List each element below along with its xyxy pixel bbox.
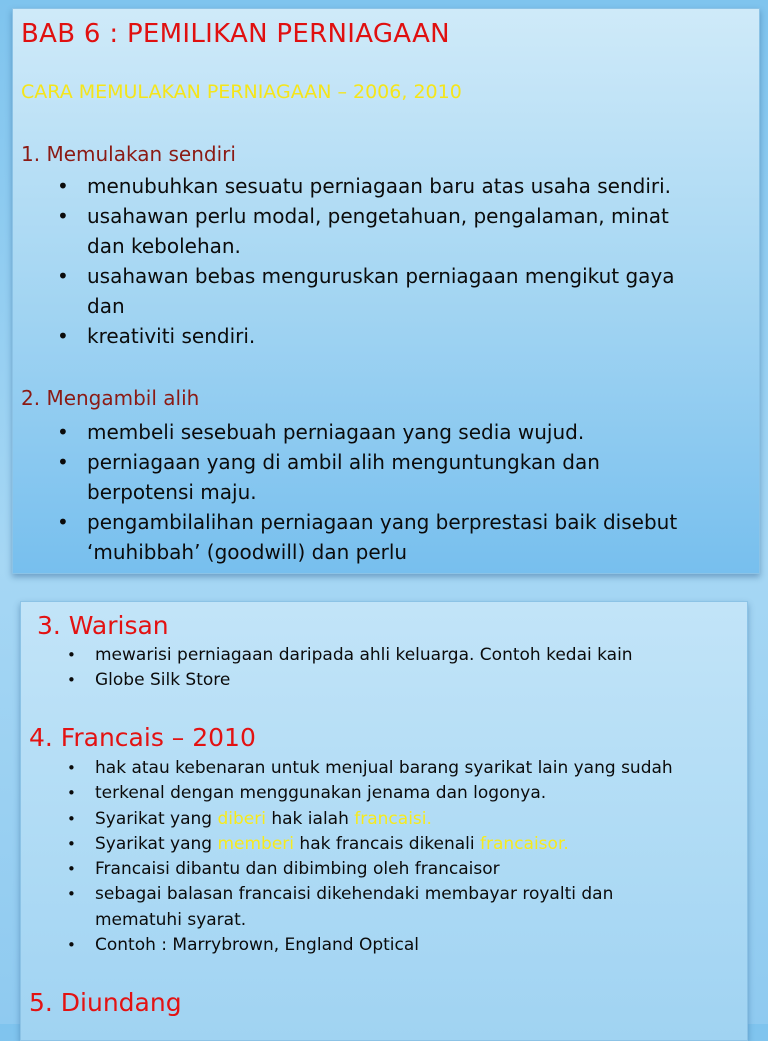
section-heading-1: 1. Memulakan sendiri	[21, 142, 236, 166]
highlight-term: francaisi.	[354, 808, 432, 829]
highlight-term: francaisor.	[480, 833, 569, 854]
list-item: • Syarikat yang diberi hak ialah francaisi.	[21, 807, 673, 832]
section-4-list	[21, 756, 673, 958]
list-item: • Contoh : Marrybrown, England Optical	[21, 933, 673, 958]
list-item: • hak atau kebenaran untuk menjual barang syarikat lain yang sudah	[21, 756, 673, 781]
slide-panel-1	[12, 8, 760, 574]
list-item: • terkenal dengan menggunakan jenama dan logonya.	[21, 781, 673, 806]
list-item: • Globe Silk Store	[21, 668, 633, 693]
slide-panel-2	[20, 601, 748, 1041]
list-item: • usahawan bebas menguruskan perniagaan mengikut gaya dan	[13, 261, 675, 321]
list-item: • pengambilalihan perniagaan yang berprestasi baik disebut ‘muhibbah’ (goodwill) dan perlu	[13, 507, 677, 567]
list-item: • membeli sesebuah perniagaan yang sedia wujud.	[13, 417, 677, 447]
highlight-term: diberi	[217, 808, 266, 829]
section-heading-5: 5. Diundang	[29, 988, 182, 1017]
list-item: • kreativiti sendiri.	[13, 321, 675, 351]
section-heading-2: 2. Mengambil alih	[21, 386, 200, 410]
highlight-term: memberi	[217, 833, 295, 854]
list-item: • Syarikat yang memberi hak francais dikenali francaisor.	[21, 832, 673, 857]
section-heading-4: 4. Francais – 2010	[29, 723, 256, 752]
slide-title: BAB 6 : PEMILIKAN PERNIAGAAN	[21, 19, 450, 49]
section-heading-3: 3. Warisan	[37, 611, 169, 640]
slide-subtitle: CARA MEMULAKAN PERNIAGAAN – 2006, 2010	[21, 81, 462, 103]
list-item: • sebagai balasan francaisi dikehendaki membayar royalti dan mematuhi syarat.	[21, 882, 673, 933]
section-3-list	[21, 643, 633, 694]
section-1-list	[13, 171, 675, 351]
list-item: • mewarisi perniagaan daripada ahli keluarga. Contoh kedai kain	[21, 643, 633, 668]
list-item: • usahawan perlu modal, pengetahuan, pengalaman, minat dan kebolehan.	[13, 201, 675, 261]
section-2-list	[13, 417, 677, 567]
list-item: • Francaisi dibantu dan dibimbing oleh francaisor	[21, 857, 673, 882]
list-item: • menubuhkan sesuatu perniagaan baru atas usaha sendiri.	[13, 171, 675, 201]
list-item: • perniagaan yang di ambil alih menguntungkan dan berpotensi maju.	[13, 447, 677, 507]
